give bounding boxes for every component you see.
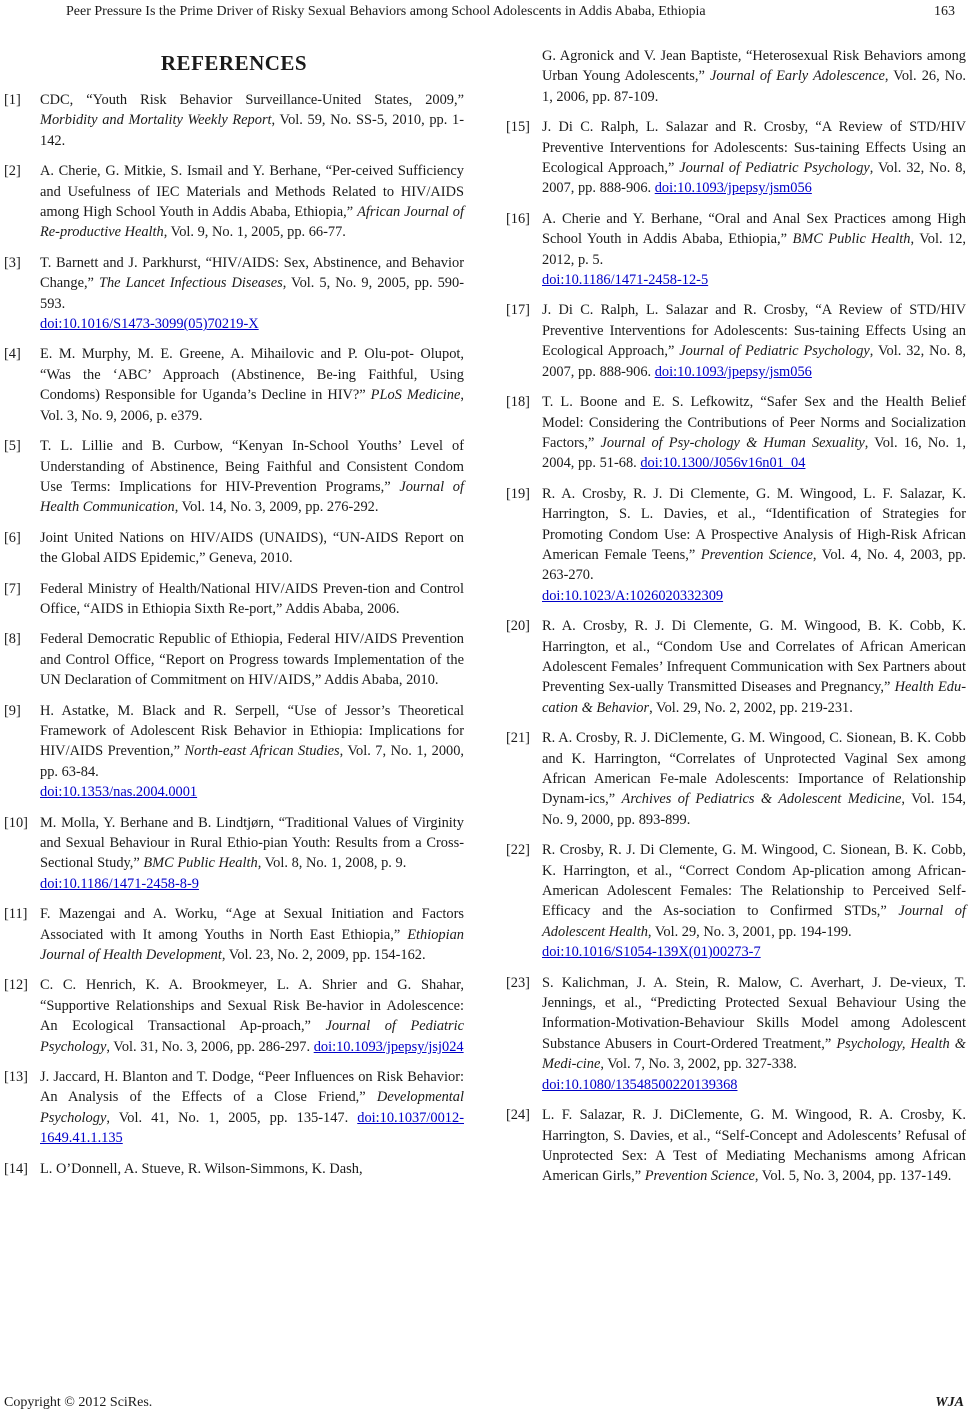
reference-authors-title: Joint United Nations on HIV/AIDS (UNAIDS), “UN-AIDS Report on the Global AIDS Epidemic,” Geneva, 2010. [40, 529, 464, 567]
reference-details: , Vol. 23, No. 2, 2009, pp. 154-162. [221, 947, 426, 964]
reference-item [4, 701, 464, 803]
reference-number: [2] [4, 163, 21, 180]
reference-item [506, 46, 966, 107]
reference-text [542, 117, 966, 199]
reference-text [40, 1159, 464, 1179]
left-column [4, 50, 464, 1189]
reference-details: , Vol. 16, No. 1, 2004, pp. 51-68. [542, 434, 966, 472]
references-heading: REFERENCES [160, 51, 308, 75]
reference-authors-title: Federal Democratic Republic of Ethiopia, Federal HIV/AIDS Prevention and Control Office, “Report on Progress towards Implementation of the UN Declaration of Commitment on HIV/AIDS,” Addis Ababa, 2010. [40, 631, 464, 689]
reference-authors-title: L. F. Salazar, R. J. DiClemente, G. M. Wingood, R. A. Crosby, K. Harrington, S. Davies, et al., “Self-Concept and Adolescents’ Refusal of Unprotected Sex: A Test of Mediating Mechanisms among African American Girls,” [542, 1107, 966, 1185]
reference-authors-title: E. M. Murphy, M. E. Greene, A. Mihailovic and P. Olu-pot- Olupot, “Was the ‘ABC’ Approach (Abstinence, Be-ing Faithful, Using Condoms) Responsible for Uganda’s Decline in HIV?” [40, 346, 464, 404]
reference-authors-title: A. Cherie and Y. Berhane, “Oral and Anal Sex Practices among High School Youth in Addis Ababa, Ethiopia,” [542, 210, 966, 248]
reference-details: , Vol. 8, No. 1, 2008, p. 9. [257, 855, 407, 872]
right-column [506, 46, 966, 1197]
reference-text [542, 484, 966, 606]
reference-number: [15] [506, 119, 530, 136]
reference-authors-title: F. Mazengai and A. Worku, “Age at Sexual Initiation and Factors Associated with It among Youths in North East Ethiopia,” [40, 906, 464, 943]
reference-journal: Prevention Science [644, 1168, 755, 1185]
reference-details: , Vol. 7, No. 3, 2002, pp. 327-338. [600, 1056, 797, 1073]
reference-text [40, 904, 464, 965]
doi-link[interactable]: doi:10.1093/jpepsy/jsj024 [313, 1038, 464, 1055]
reference-number: [3] [4, 254, 21, 271]
reference-number: [9] [4, 702, 21, 719]
reference-item [506, 616, 966, 718]
reference-number: [6] [4, 529, 21, 546]
reference-text [40, 975, 464, 1057]
reference-text [40, 813, 464, 895]
reference-item [506, 1105, 966, 1187]
doi-link[interactable]: doi:10.1353/nas.2004.0001 [40, 784, 198, 801]
reference-item [4, 629, 464, 690]
doi-link[interactable]: doi:10.1016/S1054-139X(01)00273-7 [542, 944, 761, 961]
reference-journal: Psychology, Health & Medi-cine [542, 1035, 966, 1073]
reference-details: , Vol. 29, No. 3, 2001, pp. 194-199. [647, 923, 852, 940]
reference-number: [21] [506, 730, 530, 747]
reference-number: [16] [506, 210, 530, 227]
reference-details: , Vol. 12, 2012, p. 5. [542, 231, 966, 268]
reference-text [40, 253, 464, 335]
reference-details: , Vol. 3, No. 9, 2006, p. e379. [40, 387, 464, 424]
reference-item [506, 973, 966, 1095]
reference-number: [20] [506, 618, 530, 635]
reference-journal: BMC Public Health [792, 231, 911, 248]
reference-text [542, 300, 966, 382]
reference-details: , Vol. 32, No. 8, 2007, pp. 888-906. [542, 343, 966, 380]
reference-text [542, 1105, 966, 1187]
reference-journal: North-east African Studies [184, 743, 340, 760]
reference-item [506, 484, 966, 606]
reference-number: [4] [4, 346, 21, 363]
reference-text [40, 344, 464, 426]
reference-details: , Vol. 59, No. SS-5, 2010, pp. 1-142. [40, 112, 464, 149]
reference-details: , Vol. 4, No. 4, 2003, pp. 263-270. [542, 546, 967, 584]
reference-number: [1] [4, 92, 21, 108]
reference-journal: Developmental Psychology [40, 1089, 464, 1126]
reference-authors-title: G. Agronick and V. Jean Baptiste, “Heterosexual Risk Behaviors among Urban Young Adolescents,” [542, 48, 966, 85]
reference-text [542, 209, 966, 291]
doi-link[interactable]: doi:10.1093/jpepsy/jsm056 [654, 180, 812, 197]
reference-item [506, 209, 966, 291]
reference-authors-title: J. Jaccard, H. Blanton and T. Dodge, “Peer Influences on Risk Behavior: An Analysis of the Effects of a Close Friend,” [40, 1069, 464, 1106]
reference-text [40, 161, 464, 243]
reference-number: [24] [506, 1107, 530, 1124]
reference-journal: The Lancet Infectious Diseases [98, 275, 283, 292]
reference-text [40, 1067, 464, 1149]
reference-details: , Vol. 26, No. 1, 2006, pp. 87-109. [542, 68, 966, 105]
reference-item [506, 300, 966, 382]
reference-journal: Journal of Early Adolescence [709, 68, 885, 85]
running-title: Peer Pressure Is the Prime Driver of Risky Sexual Behaviors among School Adolescents in Addis Ababa, Ethiopia [66, 4, 706, 19]
journal-abbreviation: WJA [935, 1395, 964, 1410]
reference-journal: Ethiopian Journal of Health Development [40, 926, 464, 964]
reference-item [4, 1067, 464, 1149]
reference-text [542, 616, 966, 718]
reference-number [506, 46, 542, 107]
references-list-left [4, 90, 464, 1179]
reference-journal: BMC Public Health [143, 855, 258, 872]
reference-item [4, 90, 464, 151]
reference-journal: Journal of Pediatric Psychology [679, 160, 870, 177]
reference-details: , Vol. 32, No. 8, 2007, pp. 888-906. [542, 160, 966, 197]
reference-number: [23] [506, 974, 530, 991]
reference-number: [5] [4, 438, 21, 455]
reference-authors-title: T. L. Lillie and B. Curbow, “Kenyan In-School Youths’ Level of Understanding of Abstinence, Being Faithful and Consistent Condom Use Terms: Implications for HIV-Prevention Programs,” [40, 438, 464, 495]
reference-authors-title: CDC, “Youth Risk Behavior Surveillance-United States, 2009,” [40, 92, 464, 108]
reference-number: [17] [506, 302, 530, 319]
reference-number: [19] [506, 485, 530, 502]
reference-text [40, 90, 464, 151]
reference-item [4, 813, 464, 895]
reference-details: , Vol. 29, No. 2, 2002, pp. 219-231. [649, 699, 853, 716]
reference-authors-title: R. A. Crosby, R. J. DiClemente, G. M. Wingood, C. Sionean, B. K. Cobb and K. Harrington, “Correlates of Unprotected Vaginal Sex among African American Fe-male Adolescents: Importance of Relationship Dynam-ics,” [542, 730, 966, 808]
reference-item [4, 579, 464, 620]
reference-details: , Vol. 9, No. 1, 2005, pp. 66-77. [163, 224, 346, 241]
page-number: 163 [934, 4, 955, 19]
doi-link[interactable]: doi:10.1016/S1473-3099(05)70219-X [40, 316, 259, 333]
reference-number: [10] [4, 814, 28, 831]
reference-authors-title: Federal Ministry of Health/National HIV/AIDS Preven-tion and Control Office, “AIDS in Ethiopia Sixth Re-port,” Addis Ababa, 2006. [40, 580, 464, 617]
reference-authors-title: R. A. Crosby, R. J. Di Clemente, G. M. Wingood, B. K. Cobb, K. Harrington, et al., “Condom Use and Correlates of African American Adolescent Females’ Infrequent Communication with Sex Partners about Preventing Sex-ually Transmitted Diseases and Pregnancy,” [542, 618, 966, 696]
copyright-notice: Copyright © 2012 SciRes. [4, 1395, 153, 1410]
reference-details: , Vol. 7, No. 1, 2000, pp. 63-84. [40, 743, 465, 780]
reference-text [40, 436, 464, 518]
reference-item [4, 161, 464, 243]
reference-text [542, 392, 966, 474]
doi-link[interactable]: doi:10.1186/1471-2458-12-5 [542, 272, 709, 289]
reference-number: [13] [4, 1069, 28, 1086]
reference-authors-title: R. Crosby, R. J. Di Clemente, G. M. Wingood, C. Sionean, B. K. Cobb, K. Harrington, et al., “Correct Condom Ap-plication among African-American Adolescent Females: The Relationship to Perceived Self-Efficacy and the As-sociation to Confirmed STDs,” [542, 842, 966, 920]
reference-number: [22] [506, 842, 530, 859]
reference-text [542, 973, 966, 1095]
reference-item [506, 392, 966, 474]
reference-authors-title: L. O’Donnell, A. Stueve, R. Wilson-Simmons, K. Dash, [40, 1160, 363, 1177]
reference-journal: Journal of Pediatric Psychology [679, 343, 870, 360]
reference-number: [14] [4, 1160, 28, 1177]
reference-authors-title: H. Astatke, M. Black and R. Serpell, “Use of Jessor’s Theoretical Framework of Adolescent Risk Behavior in Ethiopia: Implications for HIV/AIDS Prevention,” [40, 702, 464, 760]
reference-journal: Journal of Pediatric Psychology [40, 1018, 464, 1055]
reference-authors-title: T. Barnett and J. Parkhurst, “HIV/AIDS: Sex, Abstinence, and Behavior Change,” [40, 254, 464, 292]
reference-number: [12] [4, 977, 28, 994]
reference-item [4, 436, 464, 518]
reference-number: [8] [4, 631, 21, 648]
reference-text [542, 46, 966, 107]
doi-link[interactable]: doi:10.1023/A:1026020332309 [542, 587, 724, 604]
reference-journal: Archives of Pediatrics & Adolescent Medicine [621, 791, 902, 808]
reference-text [542, 840, 966, 962]
reference-journal: Health Edu-cation & Behavior [542, 679, 966, 716]
doi-link[interactable]: doi:10.1037/0012-1649.41.1.135 [40, 1109, 464, 1147]
reference-item [4, 975, 464, 1057]
doi-link[interactable]: doi:10.1093/jpepsy/jsm056 [654, 363, 812, 380]
doi-link[interactable]: doi:10.1080/13548500220139368 [542, 1076, 738, 1093]
reference-authors-title: C. C. Henrich, K. A. Brookmeyer, L. A. Shrier and G. Shahar, “Supportive Relationships and Sexual Risk Be-havior in Adolescence: An Ecological Transactional Ap-proach,” [40, 977, 464, 1035]
doi-link[interactable]: doi:10.1300/J056v16n01_04 [640, 455, 806, 472]
reference-authors-title: R. A. Crosby, R. J. Di Clemente, G. M. Wingood, L. F. Salazar, K. Harrington, S. L. Davies, et al., “Identification of Strategies for Promoting Condom Use: A Prospective Analysis of High-Risk African American Female Teens,” [542, 485, 966, 563]
reference-text [40, 528, 464, 569]
reference-number: [18] [506, 394, 530, 411]
reference-text [40, 701, 464, 803]
reference-item [4, 344, 464, 426]
reference-journal: Morbidity and Mortality Weekly Report [40, 112, 272, 129]
reference-text [542, 728, 966, 830]
reference-text [40, 629, 464, 690]
reference-journal: Prevention Science [700, 546, 813, 563]
reference-number: [11] [4, 906, 28, 923]
reference-authors-title: A. Cherie, G. Mitkie, S. Ismail and Y. Berhane, “Per-ceived Sufficiency and Usefulness of IEC Materials and Methods Related to HIV/AIDS among High School Youth in Addis Ababa, Ethiopia,” [40, 163, 464, 221]
reference-authors-title: T. L. Boone and E. S. Lefkowitz, “Safer Sex and the Health Belief Model: Considering the Contributions of Peer Norms and Socialization Factors,” [542, 394, 966, 451]
reference-journal: PLoS Medicine [370, 387, 461, 404]
reference-authors-title: S. Kalichman, J. A. Stein, R. Malow, C. Averhart, J. De-vieux, T. Jennings, et al., “Predicting Protected Sexual Behaviour Using the Information-Motivation-Behaviour Skills Model among Adolescent Substance Abusers in Court-Ordered Treatment,” [542, 974, 966, 1052]
reference-item [506, 117, 966, 199]
reference-details: , Vol. 14, No. 3, 2009, pp. 276-292. [174, 499, 379, 516]
reference-details: , Vol. 31, No. 3, 2006, pp. 286-297. [106, 1038, 314, 1055]
reference-item [4, 528, 464, 569]
reference-item [4, 904, 464, 965]
reference-journal: Journal of Health Communication [40, 478, 464, 516]
reference-details: , Vol. 5, No. 9, 2005, pp. 590-593. [40, 275, 464, 312]
reference-authors-title: J. Di C. Ralph, L. Salazar and R. Crosby, “A Review of STD/HIV Preventive Interventions for Adolescents: Sus-taining Effects Using an Ecological Approach,” [542, 302, 966, 360]
reference-journal: African Journal of Re-productive Health [40, 204, 464, 241]
reference-details: , Vol. 41, No. 1, 2005, pp. 135-147. [106, 1109, 358, 1126]
reference-details: , Vol. 154, No. 9, 2000, pp. 893-899. [542, 791, 967, 828]
reference-number: [7] [4, 580, 21, 597]
references-list-right [506, 46, 966, 1187]
reference-text [40, 579, 464, 620]
reference-authors-title: M. Molla, Y. Berhane and B. Lindtjørn, “Traditional Values of Virginity and Sexual Behaviour in Rural Ethio-pian Youth: Results from a Cross-Sectional Study,” [40, 814, 464, 872]
reference-item [4, 1159, 464, 1179]
reference-item [4, 253, 464, 335]
doi-link[interactable]: doi:10.1186/1471-2458-8-9 [40, 875, 199, 892]
reference-item [506, 840, 966, 962]
reference-journal: Journal of Psy-chology & Human Sexuality [600, 434, 865, 451]
reference-authors-title: J. Di C. Ralph, L. Salazar and R. Crosby, “A Review of STD/HIV Preventive Interventions for Adolescents: Sus-taining Effects Using an Ecological Approach,” [542, 119, 966, 177]
reference-details: , Vol. 5, No. 3, 2004, pp. 137-149. [754, 1168, 952, 1185]
reference-item [506, 728, 966, 830]
reference-journal: Journal of Adolescent Health [542, 903, 966, 940]
